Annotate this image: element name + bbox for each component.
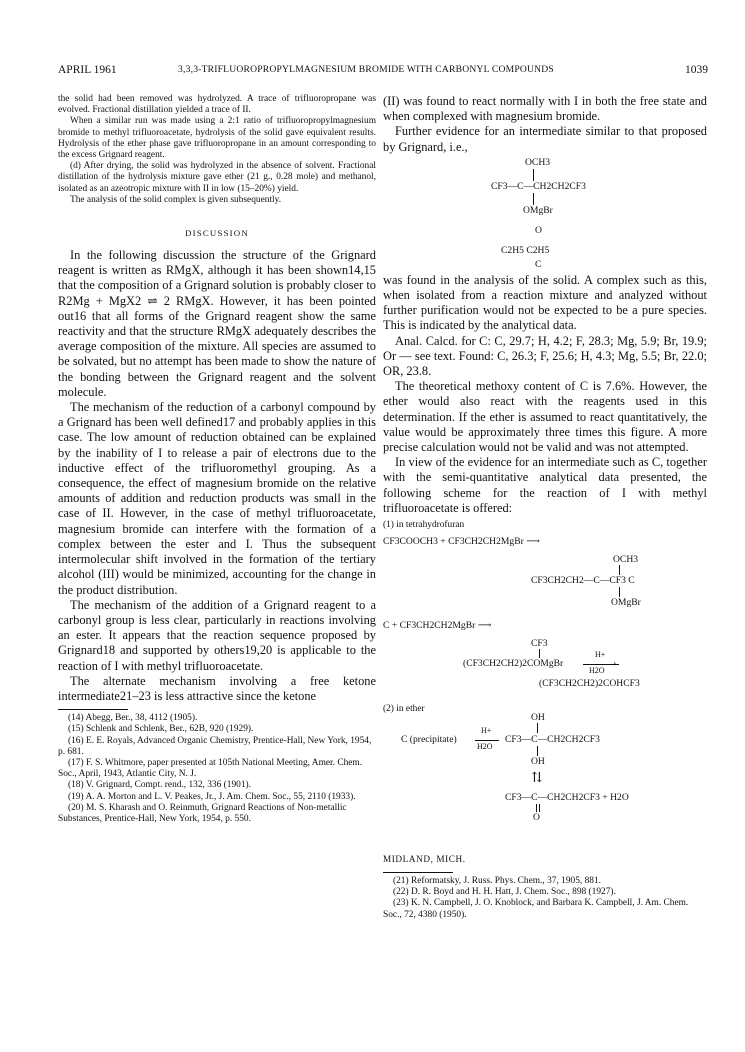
right-paragraph-6: In view of the evidence for an intermediate such as C, together with the semi-quantitative analytical data presented, the following scheme for the reaction of I with methyl trifluoroacetate is offered: xyxy=(383,455,707,515)
eq3-reactant: C (precipitate) xyxy=(401,734,457,746)
discussion-paragraph-1: In the following discussion the structure of the Grignard reagent is written as RMgX, although it has been shown14,15 that the composition of a Grignard solution is probably closer to R2Mg + MgX2 ⇌ 2 RMgX. However, it has been pointed out16 that all forms of the Grignard reagent show the same reactivity and that the structure RMgX adequately describes the average composition of the mixture. All species are assumed to be solvated, but no attempt has been made to show the nature of the bonding between the Grignard reagent and the solvent molecule. xyxy=(58,248,376,399)
eq3-product: CF3—C—CH2CH2CF3 xyxy=(505,734,600,746)
right-paragraph-2: Further evidence for an intermediate similar to that proposed by Grignard, i.e., xyxy=(383,124,707,154)
eq3-acid: H+ xyxy=(481,726,492,736)
right-paragraph-4: Anal. Calcd. for C: C, 29.7; H, 4.2; F, 28.3; Mg, 5.9; Br, 19.9; Or — see text. Found: C, 26.3; F, 25.6; H, 4.3; Mg, 5.5; Br, 22.0; OR, 23.8. xyxy=(383,333,707,379)
reaction-arrow xyxy=(475,740,499,741)
arrow-head: › xyxy=(613,658,617,670)
exp-paragraph-1: the solid had been removed was hydrolyzed. A trace of trifluoropropane was evolved. Fractional distillation yielded a trace of II. xyxy=(58,94,376,116)
section-heading-discussion: DISCUSSION xyxy=(185,228,249,239)
footnote: (15) Schlenk and Schlenk, Ber., 62B, 920 (1929). xyxy=(68,724,254,735)
right-paragraph-3: was found in the analysis of the solid. A complex such as this, when isolated from a reaction mixture and analyzed without further purification would not be expected to be a pure species. This is indicated by the analytical data. xyxy=(383,272,707,333)
discussion-paragraph-4: The alternate mechanism involving a free ketone intermediate21–23 is less attractive since the ketone xyxy=(58,673,376,703)
eq2-product: (CF3CH2CH2)2COMgBr xyxy=(463,658,564,670)
left-column xyxy=(58,94,376,825)
struct-omgbr: OMgBr xyxy=(523,204,553,216)
bond xyxy=(539,649,540,658)
eq4-carbonyl-o: O xyxy=(533,812,540,824)
struct-ethyl-groups: C2H5 C2H5 xyxy=(501,244,550,256)
right-paragraph-1: (II) was found to react normally with I in both the free state and when complexed with magnesium bromide. xyxy=(383,94,707,124)
footnote: (17) F. S. Whitmore, paper presented at 105th National Meeting, Amer. Chem. Soc., April, 1943, Atlantic City, N. J. xyxy=(58,757,363,780)
footnote-rule xyxy=(58,709,128,710)
reaction-scheme-2 xyxy=(383,712,707,852)
eq2-water: H2O xyxy=(589,666,605,676)
header-date: APRIL 1961 xyxy=(58,64,117,76)
bond xyxy=(619,565,620,575)
reaction-scheme-1 xyxy=(383,520,707,742)
discussion-body xyxy=(58,248,376,704)
footnote: (22) D. R. Boyd and H. H. Hatt, J. Chem. Soc., 898 (1927). xyxy=(393,887,616,898)
scheme-1-label: (1) in tetrahydrofuran xyxy=(383,520,465,531)
footnote: (14) Abegg, Ber., 38, 4112 (1905). xyxy=(68,713,198,724)
eq2-final-product: (CF3CH2CH2)2COHCF3 xyxy=(539,678,640,690)
right-column xyxy=(383,94,707,921)
author-location: MIDLAND, MICH. xyxy=(383,854,466,865)
right-body-top xyxy=(383,94,707,155)
eq1-omgbr: OMgBr xyxy=(611,597,641,609)
struct-och3: OCH3 xyxy=(525,156,551,168)
bond xyxy=(537,746,538,756)
footnote: (16) E. E. Royals, Advanced Organic Chemistry, Prentice-Hall, New York, 1954, p. 681. xyxy=(58,735,372,757)
bond xyxy=(533,193,534,205)
scheme-2-label: (2) in ether xyxy=(383,704,425,715)
struct-label-c: C xyxy=(535,258,542,270)
struct-main-chain: CF3—C—CH2CH2CF3 xyxy=(491,180,586,192)
header-title: 3,3,3-TRIFLUOROPROPYLMAGNESIUM BROMIDE WITH CARBONYL COMPOUNDS xyxy=(178,64,554,75)
structure-intermediate-c xyxy=(383,155,707,273)
bond xyxy=(537,723,538,733)
discussion-paragraph-3: The mechanism of the addition of a Grignard reagent to a carbonyl group is less clear, particularly in reactions involving an ester. It appears that the reaction sequence proposed by Grignard18 and supported by others19,20 is applicable to the reaction of I with methyl trifluoroacetate. xyxy=(58,597,376,673)
struct-ether-o: O xyxy=(535,224,542,236)
footnote: (19) A. A. Morton and L. V. Peakes, Jr., J. Am. Chem. Soc., 55, 2110 (1933). xyxy=(68,791,356,802)
page-number: 1039 xyxy=(685,64,708,76)
exp-paragraph-4: The analysis of the solid complex is given subsequently. xyxy=(70,194,282,205)
eq1-och3: OCH3 xyxy=(613,554,639,566)
footnotes-left xyxy=(58,713,376,825)
equilibrium-arrows: ⇅ xyxy=(531,771,543,787)
footnotes-right xyxy=(383,876,707,921)
exp-paragraph-3: (d) After drying, the solid was hydrolyzed in the absence of solvent. Fractional distillation of the hydrolysis mixture gave ether (21 g., 0.28 mole) and methanol, isolated as an azeotropic mixture with II in low (15–20%) yield. xyxy=(58,161,376,194)
discussion-paragraph-2: The mechanism of the reduction of a carbonyl compound by a Grignard has been well defined17 and probably applies in this case. The low amount of reduction obtained can be explained by the inability of I to release a pair of electrons due to the inductive effect of the trifluoromethyl grouping. As a consequence, the effect of magnesium bromide on the relative amounts of addition and reduction products was small in the case of II. However, in the case of methyl trifluoroacetate, magnesium bromide can interfere with the formation of a complex between the ester and I. Thus the subsequent intermolecular shift involved in the formation of the tertiary alcohol (III) would be minimized, accounting for the change in the product distribution. xyxy=(58,400,376,597)
footnote: (18) V. Grignard, Compt. rend., 132, 336 (1901). xyxy=(68,780,251,791)
experimental-continued xyxy=(58,94,376,206)
footnote: (21) Reformatsky, J. Russ. Phys. Chem., 37, 1905, 881. xyxy=(393,876,601,887)
footnote: (23) K. N. Campbell, J. O. Knoblock, and Barbara K. Campbell, J. Am. Chem. Soc., 72, 4380 (1950). xyxy=(383,898,689,920)
double-bond xyxy=(536,804,537,812)
footnote-rule xyxy=(383,872,453,873)
eq3-oh-bottom: OH xyxy=(531,756,545,768)
bond xyxy=(533,169,534,181)
right-body-middle xyxy=(383,273,707,516)
eq3-oh-top: OH xyxy=(531,712,545,724)
equation-1: CF3COOCH3 + CF3CH2CH2MgBr ⟶ xyxy=(383,536,540,548)
eq2-acid: H+ xyxy=(595,650,606,660)
footnote: (20) M. S. Kharash and O. Reinmuth, Grignard Reactions of Non-metallic Substances, Prentice-Hall, New York, 1954, p. 550. xyxy=(58,802,347,824)
bond xyxy=(619,587,620,597)
eq4-product: CF3—C—CH2CH2CF3 + H2O xyxy=(505,792,629,804)
equation-2: C + CF3CH2CH2MgBr ⟶ xyxy=(383,620,492,632)
exp-paragraph-2: When a similar run was made using a 2:1 ratio of trifluoropropylmagnesium bromide to methyl trifluoroacetate, hydrolysis of the solid gave equivalent results. Hydrolysis of the ether phase gave trifluoropropane in an amount corresponding to the excess Grignard reagent. xyxy=(58,116,376,161)
double-bond xyxy=(539,804,540,812)
right-paragraph-5: The theoretical methoxy content of C is 7.6%. However, the ether would also react with the reagents used in this determination. If the ether is assumed to react quantitatively, the value would be approximately three times this figure. A more precise calculation would not be valid and was not attempted. xyxy=(383,379,707,455)
eq3-water: H2O xyxy=(477,742,493,752)
eq1-product: CF3CH2CH2—C—CF3 C xyxy=(531,575,635,587)
running-header xyxy=(58,64,708,80)
eq2-cf3: CF3 xyxy=(531,638,548,650)
